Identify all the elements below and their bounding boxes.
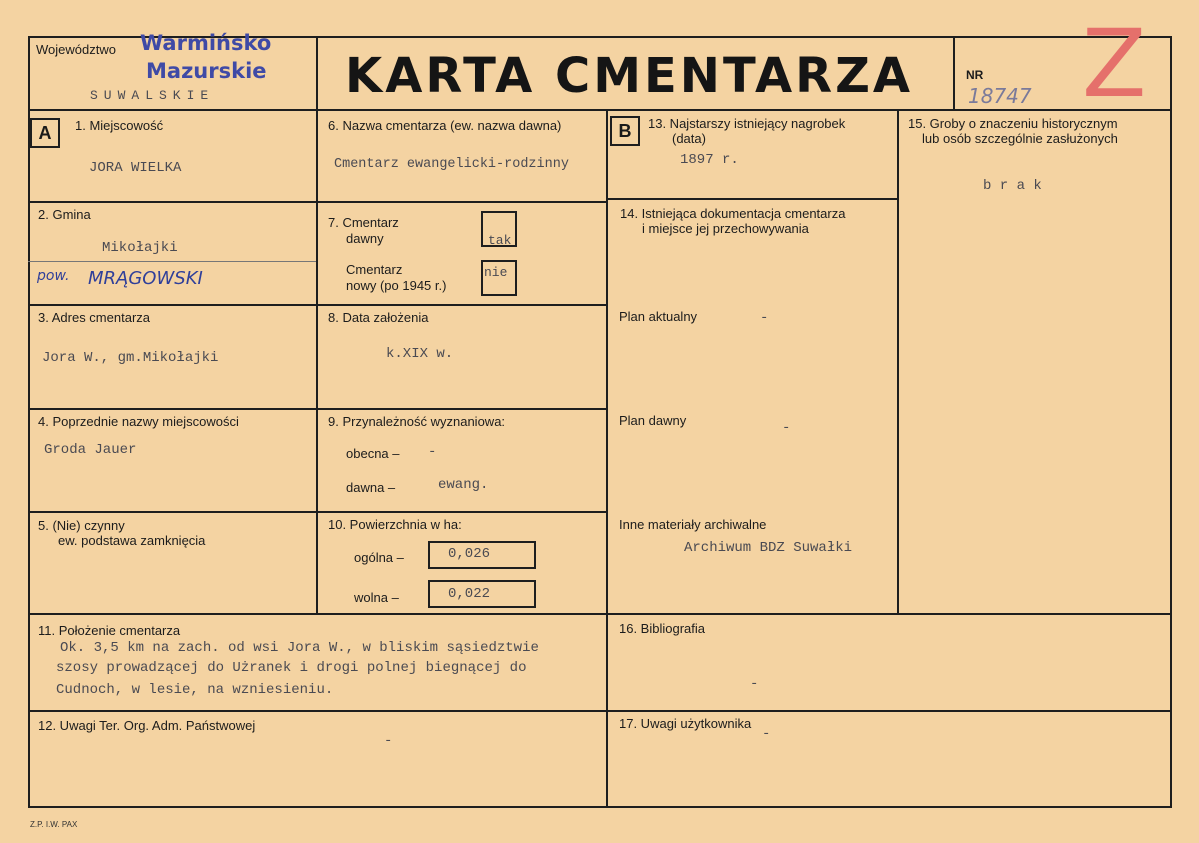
field-1-label: 1. Miejscowość — [75, 118, 164, 133]
row-divider-l4 — [28, 511, 318, 513]
field-9-former-label: dawna – — [346, 480, 396, 495]
frame-right — [1170, 36, 1172, 808]
row-divider-m4 — [316, 511, 608, 513]
nr-label: NR — [966, 68, 984, 82]
row-divider-l2 — [28, 304, 318, 306]
field-11-line-3: Cudnoch, w lesie, na wzniesieniu. — [56, 682, 334, 698]
row-divider-l3 — [28, 408, 318, 410]
field-4-value: Groda Jauer — [44, 442, 137, 458]
row-divider-full-2 — [28, 710, 1172, 712]
field-6-value: Cmentarz ewangelicki-rodzinny — [334, 157, 569, 172]
field-9-label: 9. Przynależność wyznaniowa: — [328, 414, 506, 429]
row-divider-full-1 — [28, 613, 1172, 615]
field-2-pow-prefix: pow. — [37, 268, 70, 284]
section-a-marker: A — [30, 118, 60, 148]
field-10-label: 10. Powierzchnia w ha: — [328, 517, 462, 532]
page-title: KARTA CMENTARZA — [345, 48, 914, 104]
other-materials-value: Archiwum BDZ Suwałki — [684, 540, 853, 556]
header-divider-2 — [953, 36, 955, 110]
field-6-label: 6. Nazwa cmentarza (ew. nazwa dawna) — [328, 118, 562, 133]
plan-current-value: - — [760, 310, 769, 326]
section-b-marker: B — [610, 116, 640, 146]
field-9-current-label: obecna – — [346, 446, 400, 461]
plan-current-label: Plan aktualny — [619, 309, 698, 324]
wojewodztwo-label: Województwo — [36, 42, 116, 57]
col-divider-2 — [606, 109, 608, 808]
frame-bottom — [28, 806, 1172, 808]
printer-imprint: Z.P. I.W. PAX — [30, 820, 78, 829]
row-divider-m2 — [316, 304, 608, 306]
field-11-line-1: Ok. 3,5 km na zach. od wsi Jora W., w bliskim sąsiedztwie — [60, 640, 539, 656]
field-9-former-value: ewang. — [438, 477, 489, 493]
plan-old-label: Plan dawny — [619, 413, 687, 428]
field-15-label-2: lub osób szczególnie zasłużonych — [922, 131, 1118, 146]
field-8-value: k.XIX w. — [386, 346, 454, 362]
field-3-value: Jora W., gm.Mikołajki — [42, 350, 219, 366]
field-15-value: b r a k — [983, 178, 1042, 194]
field-3-label: 3. Adres cmentarza — [38, 310, 150, 325]
field-1-value: JORA WIELKA — [89, 160, 182, 176]
field-7-label-1: 7. Cmentarz — [328, 215, 399, 230]
field-9-current-value: - — [428, 444, 437, 460]
frame-left — [28, 36, 30, 808]
row-divider-m3 — [316, 408, 608, 410]
nr-value: 18747 — [968, 84, 1032, 108]
field-4-label: 4. Poprzednie nazwy miejscowości — [38, 414, 239, 429]
field-11-line-2: szosy prowadzącej do Użranek i drogi polnej biegnącej do — [56, 660, 527, 676]
row-divider-b1 — [606, 198, 899, 200]
row-divider-m1 — [316, 201, 608, 203]
field-5-label-2: ew. podstawa zamknięcia — [58, 533, 206, 548]
field-10-total-label: ogólna – — [354, 550, 404, 565]
col-divider-3 — [897, 109, 899, 614]
wojewodztwo-stamp-line-1: Warmińsko — [140, 31, 272, 55]
header-bottom — [28, 109, 1172, 111]
field-12-label: 12. Uwagi Ter. Org. Adm. Państwowej — [38, 718, 256, 733]
other-materials-label: Inne materiały archiwalne — [619, 517, 767, 532]
field-7-value-new: nie — [484, 265, 508, 280]
plan-old-value: - — [782, 420, 791, 436]
gmina-underline — [28, 261, 316, 262]
header-divider-1 — [316, 36, 318, 110]
field-17-value: - — [762, 726, 771, 742]
field-10-free-value: 0,022 — [448, 586, 491, 602]
field-14-label-1: 14. Istniejąca dokumentacja cmentarza — [620, 206, 846, 221]
field-15-label-1: 15. Groby o znaczeniu historycznym — [908, 116, 1118, 131]
field-13-value: 1897 r. — [680, 152, 739, 168]
field-5-label-1: 5. (Nie) czynny — [38, 518, 125, 533]
field-12-value: - — [384, 733, 393, 749]
field-2-pow-value: MRĄGOWSKI — [88, 268, 203, 289]
field-16-label: 16. Bibliografia — [619, 621, 705, 636]
field-17-label: 17. Uwagi użytkownika — [619, 716, 752, 731]
field-14-label-2: i miejsce jej przechowywania — [642, 221, 809, 236]
row-divider-l1 — [28, 201, 318, 203]
field-13-label-2: (data) — [672, 131, 706, 146]
field-10-total-value: 0,026 — [448, 546, 491, 562]
wojewodztwo-typed: SUWALSKIE — [90, 88, 215, 103]
field-7-label-3: Cmentarz — [346, 262, 403, 277]
field-13-label-1: 13. Najstarszy istniejący nagrobek — [648, 116, 846, 131]
field-11-label: 11. Położenie cmentarza — [38, 623, 181, 638]
col-divider-1 — [316, 109, 318, 614]
field-8-label: 8. Data założenia — [328, 310, 429, 325]
category-mark: Z — [1082, 10, 1147, 119]
field-7-label-2: dawny — [346, 231, 384, 246]
field-2-label: 2. Gmina — [38, 207, 91, 222]
field-10-free-label: wolna – — [354, 590, 399, 605]
wojewodztwo-stamp-line-2: Mazurskie — [146, 59, 267, 83]
field-7-value-old: tak — [488, 233, 512, 248]
field-2-value: Mikołajki — [102, 240, 178, 256]
field-16-value: - — [750, 676, 759, 692]
field-7-label-4: nowy (po 1945 r.) — [346, 278, 447, 293]
